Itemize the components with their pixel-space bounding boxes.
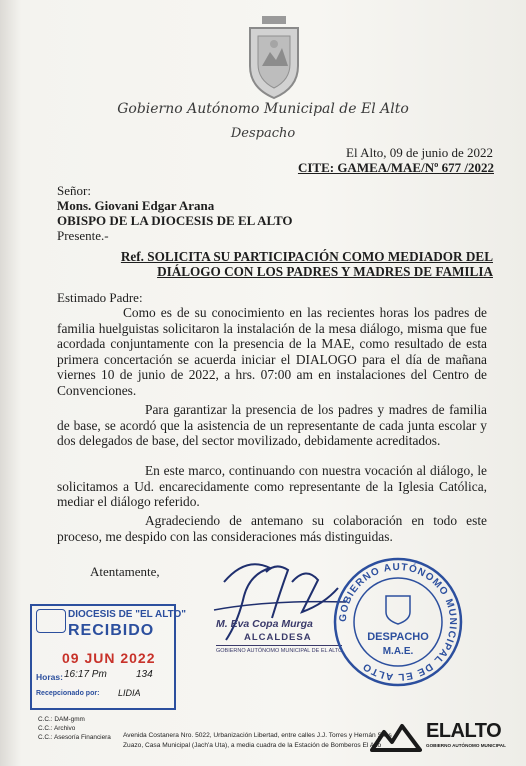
cite-number: CITE: GAMEA/MAE/Nº 677 /2022 [297,160,494,175]
office-name: Despacho [230,126,296,141]
body-paragraph-2: Para garantizar la presencia de los padres y madres de familia de base, se acordó que la asistencia de un representante de cada junta escolar y dos delegados de base, del sector movilizado, debidamente acreditados. [57,402,487,449]
el-alto-logo [370,718,518,758]
reference-line-1: Ref. SOLICITA SU PARTICIPACIÓN COMO MEDIADOR DEL [120,249,493,264]
stamp-ring-text: GOBIERNO AUTÓNOMO MUNICIPAL DE EL ALTO [337,561,459,683]
recipient-name: Mons. Giovani Edgar Arana [57,198,215,213]
received-stamp [30,604,187,710]
institution-name: Gobierno Autónomo Municipal de El Alto [117,101,409,117]
mountains-logo-icon [370,722,422,752]
address-line-1: Avenida Costanera Nro. 5022, Urbanización Libertad, entre calles J.J. Torres y Hernán Siles [123,732,392,739]
closing: Atentamente, [90,564,160,579]
folio-number: 134 [136,669,153,680]
recipient-title: OBISPO DE LA DIOCESIS DE EL ALTO [57,213,293,228]
body-paragraph-1: Como es de su conocimiento en las recientes horas los padres de familia huelguistas solicitaron la instalación de la mesa diálogo, misma que fue acordada conjuntamente con la presencia de la MAE, como resultado de esta primera concertación se acuerda iniciar el DIALOGO para el día de mañana viernes 10 de junio de 2022, a hrs. 07:00 am en instalaciones del Centro de Convenciones. [57,305,487,398]
salutation-to: Señor: [57,183,91,198]
receiver-label: Recepcionado por: [36,690,100,697]
logo-wordmark: ELALTO [426,720,502,742]
signer-entity: GOBIERNO AUTÓNOMO MUNICIPAL DE EL ALTO [216,645,342,654]
stamp-center-line-1: DESPACHO [367,631,429,643]
body-paragraph-4: Agradeciendo de antemano su colaboración en todo este proceso, me despido con las consideraciones más distinguidas. [57,513,487,544]
hours-value: 16:17 Pm [64,669,107,680]
received-org: DIOCESIS DE "EL ALTO" [68,609,187,620]
received-date: 09 JUN 2022 [62,650,156,666]
municipal-office-stamp [332,556,464,688]
signer-name: M. Eva Copa Murga [216,618,313,630]
municipal-crest-icon [244,14,304,100]
presente: Presente.- [57,228,109,243]
cc-line-1: C.C.: DAM-gmm [38,716,85,723]
reference-line-2: DIÁLOGO CON LOS PADRES Y MADRES DE FAMILIA [157,264,493,279]
svg-text:GOBIERNO AUTÓNOMO MUNICIPAL DE [338,561,458,682]
received-status: RECIBIDO [68,622,155,639]
stamp-center-line-2: M.A.E. [382,646,414,657]
receiver-value: LIDIA [118,688,141,698]
logo-subtitle: GOBIERNO AUTÓNOMO MUNICIPAL [426,743,506,748]
place-date: El Alto, 09 de junio de 2022 [346,145,493,160]
diocese-emblem-icon [36,609,66,633]
signer-role: ALCALDESA [244,632,312,643]
address-line-2: Zuazo, Casa Municipal (Jach'a Uta), a media cuadra de la Estación de Bomberos El Alto [123,742,382,749]
body-paragraph-3: En este marco, continuando con nuestra vocación al diálogo, le solicitamos a Ud. encarecidamente como representante de la Iglesia Católica, mediar el diálogo referido. [57,463,487,510]
greeting: Estimado Padre: [57,290,143,305]
hours-label: Horas: [36,672,63,682]
cc-line-2: C.C.: Archivo [38,725,76,732]
cc-line-3: C.C.: Asesoría Financiera [38,734,111,741]
